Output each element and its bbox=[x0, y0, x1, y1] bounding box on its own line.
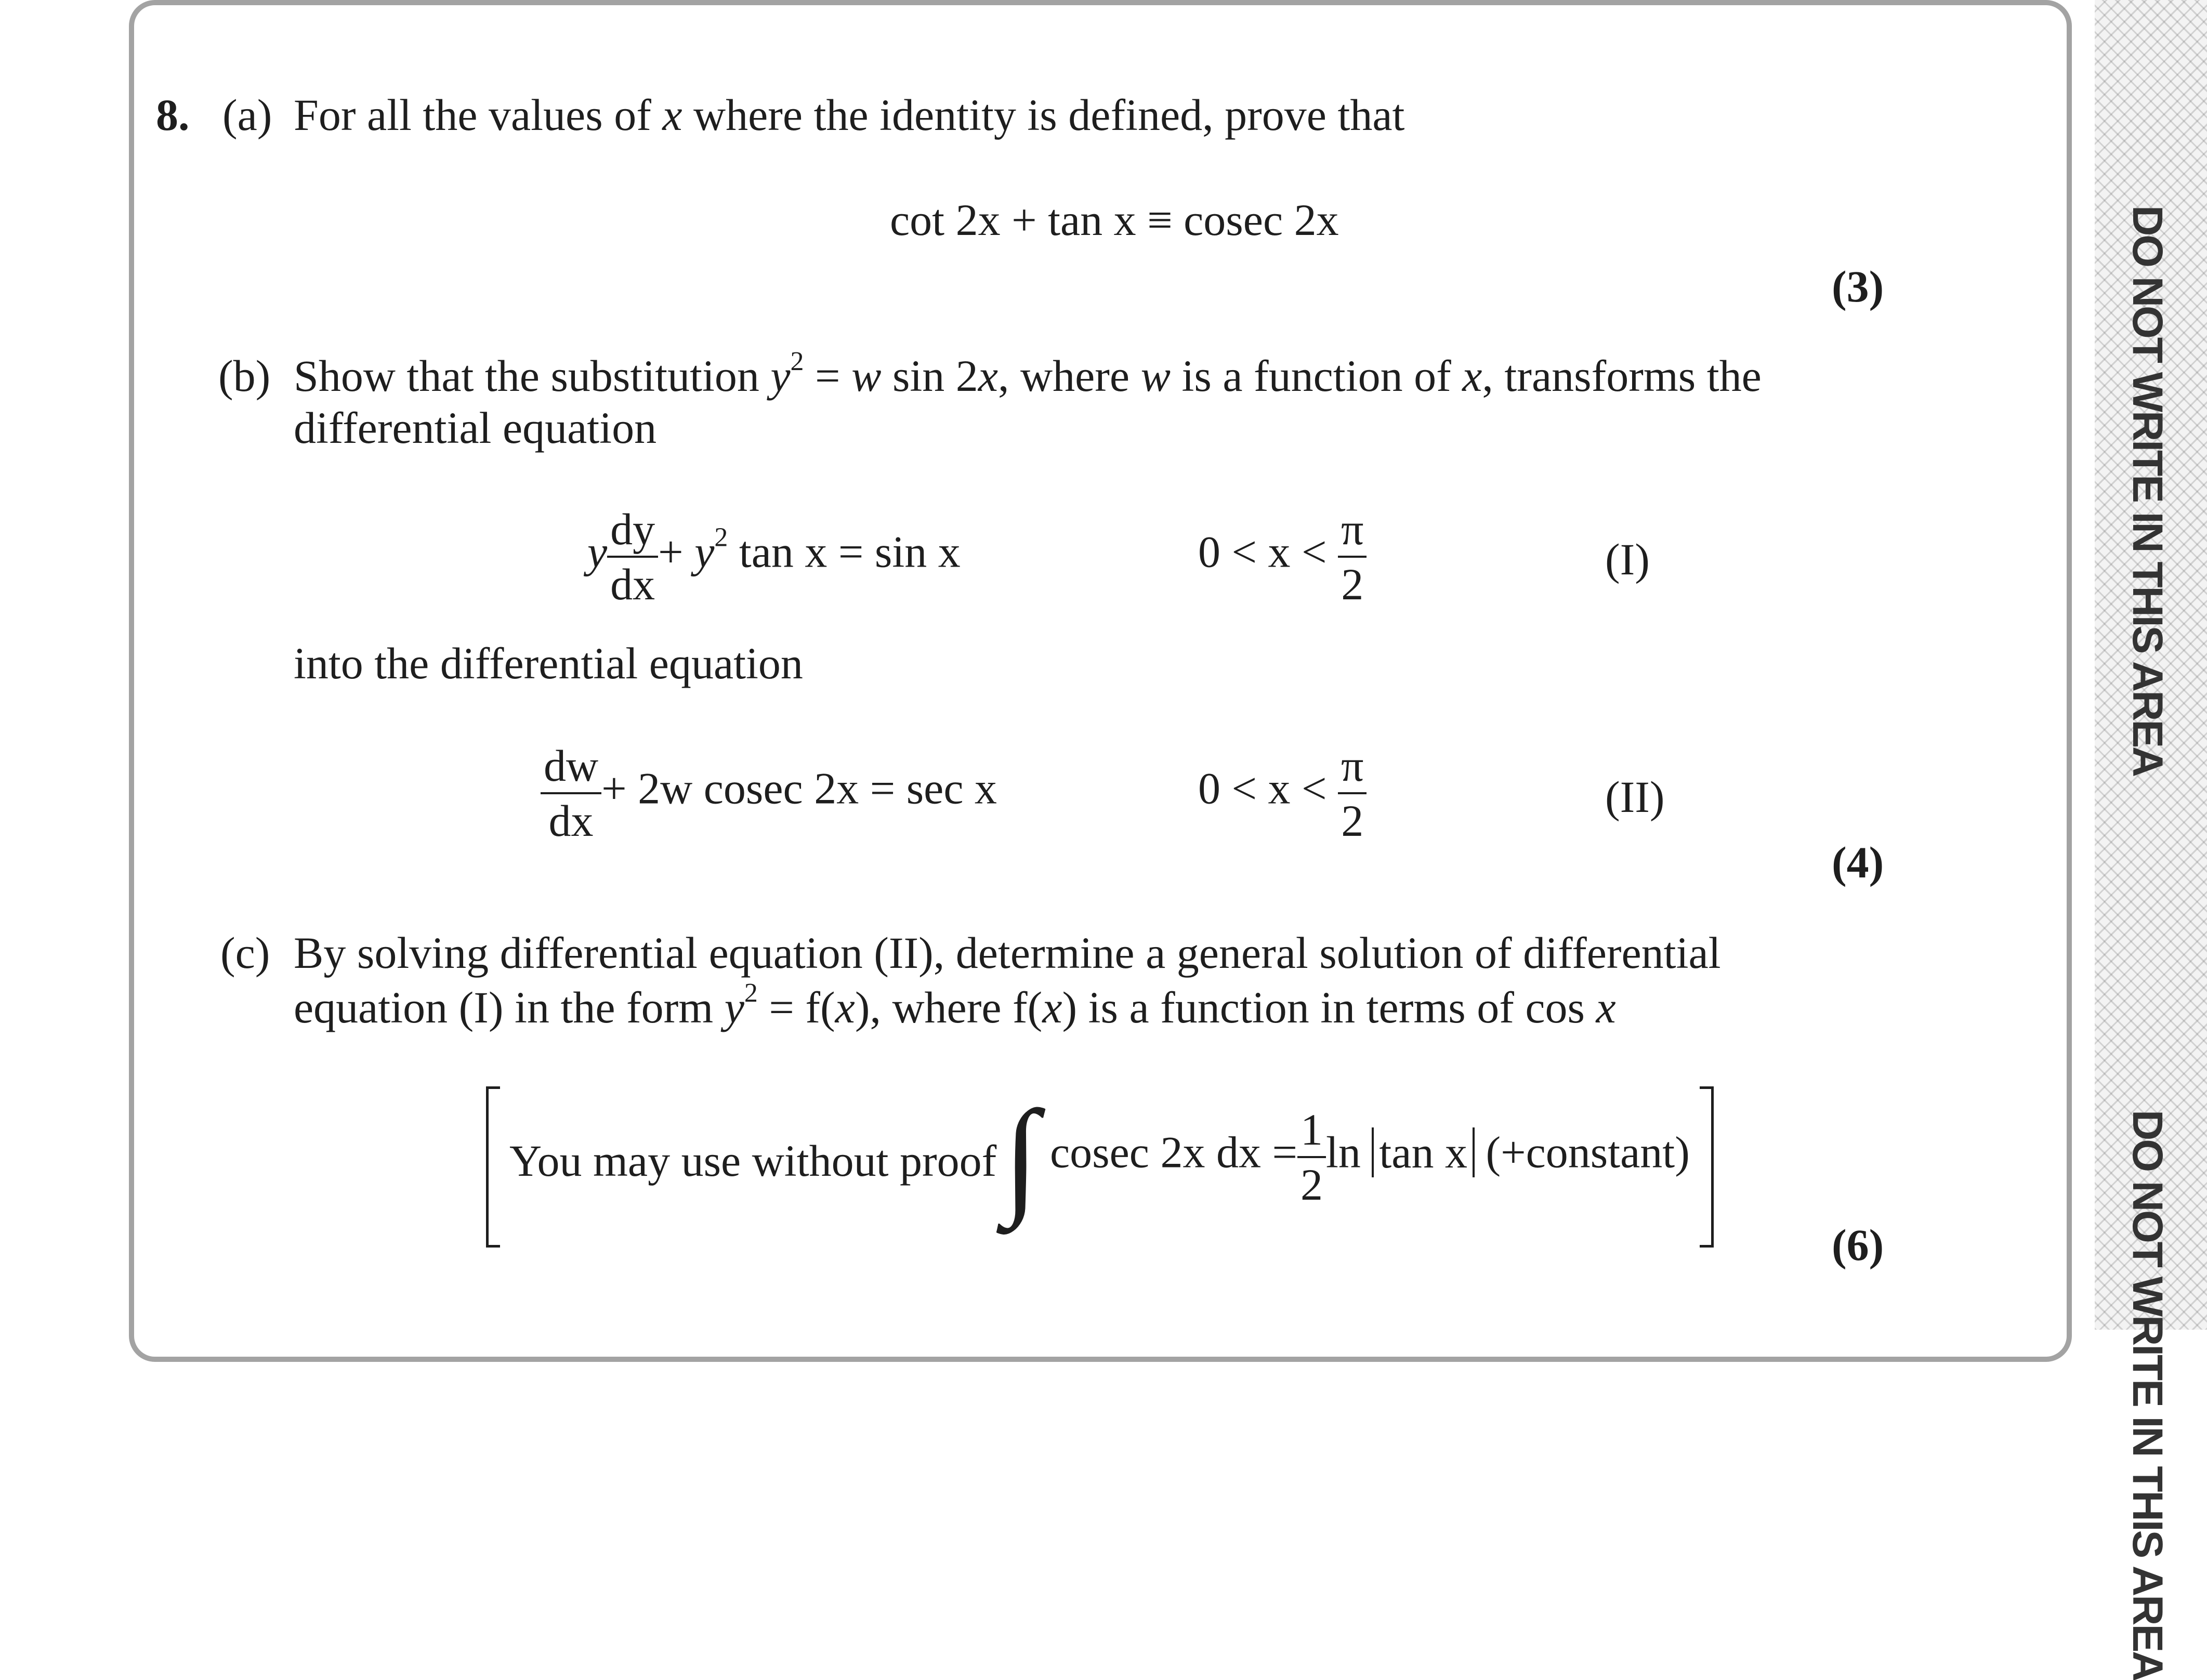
part-a-label: (a) bbox=[222, 90, 272, 140]
question-number: 8. bbox=[156, 90, 190, 140]
part-b-marks: (4) bbox=[1832, 837, 1884, 887]
part-b-text-line2: differential equation bbox=[294, 403, 657, 453]
equation-one-label: (I) bbox=[1605, 534, 1650, 584]
range-two: 0 < x < $\frac{\pi}{2}$ bbox=[1198, 743, 1367, 843]
equation-one: y $\frac{dy}{dx}$ + $y^2$ tan x = sin x bbox=[587, 504, 961, 609]
equation-two: $\frac{dw}{dx}$ + 2w cosec 2x = sec x bbox=[541, 743, 997, 843]
range-one: 0 < x < $\frac{\pi}{2}$ bbox=[1198, 507, 1367, 607]
equation-two-label: (II) bbox=[1605, 772, 1665, 822]
part-c-label: (c) bbox=[220, 928, 270, 978]
hint-bracket-left bbox=[486, 1086, 500, 1248]
part-c-text-line2: equation (I) in the form $y^2 = f(x)$, where f(x) is a function in terms of cos x bbox=[294, 978, 1616, 1032]
hint-text: You may use without proof bbox=[509, 1136, 997, 1186]
hint-bracket-right bbox=[1700, 1086, 1714, 1248]
part-b-text: Show that the substitution $y^2 = w$ sin 2x, where w is a function of x, transforms the bbox=[294, 347, 1762, 401]
identity-equation: cot 2x + tan x ≡ cosec 2x bbox=[890, 195, 1339, 245]
hint-formula: cosec 2x dx = $\frac{1}{2}$ ln tan x (+constant) bbox=[1050, 1105, 1690, 1210]
margin-warning-1: DO NOT WRITE IN THIS AREA bbox=[2124, 205, 2171, 776]
part-c-marks: (6) bbox=[1832, 1220, 1884, 1270]
part-a-text: For all the values of x where the identity is defined, prove that bbox=[294, 90, 1405, 140]
margin-warning-2: DO NOT WRITE IN THIS AREA bbox=[2124, 1110, 2171, 1680]
part-c-text-line1: By solving differential equation (II), determine a general solution of differential bbox=[294, 928, 1721, 978]
part-a-marks: (3) bbox=[1832, 261, 1884, 311]
into-text: into the differential equation bbox=[294, 638, 803, 688]
integral-sign-icon: ∫ bbox=[1003, 1084, 1039, 1228]
part-b-label: (b) bbox=[218, 351, 271, 401]
